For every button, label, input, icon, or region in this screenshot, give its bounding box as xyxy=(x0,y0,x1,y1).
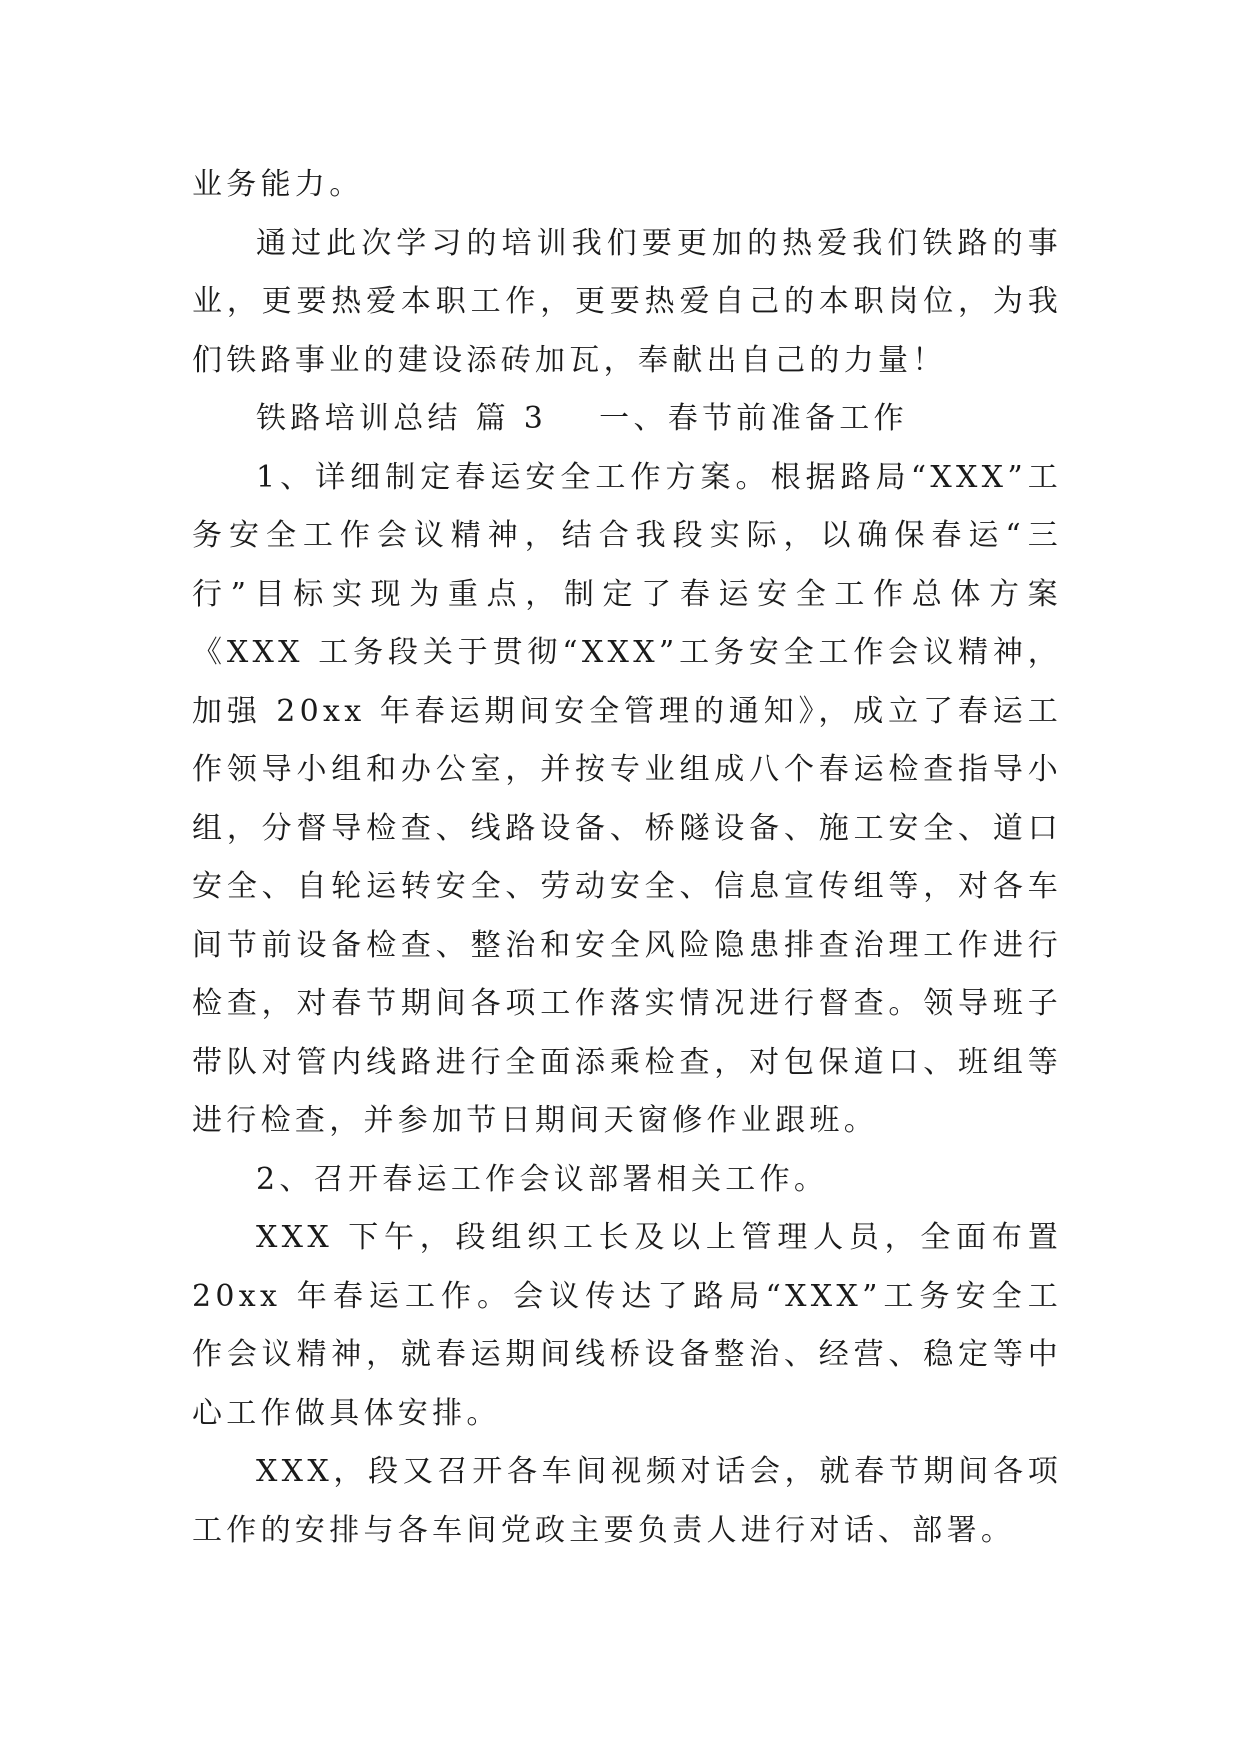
paragraph-meeting: XXX 下午，段组织工长及以上管理人员，全面布置 20xx 年春运工作。会议传达了路局“XXX”工务安全工作会议精神，就春运期间线桥设备整治、经营、稳定等中心工作做具体安排。 xyxy=(192,1220,1062,1431)
document-body xyxy=(192,156,1062,1560)
section-heading: 一、春节前准备工作 xyxy=(599,401,908,436)
article-title: 铁路培训总结 篇 3 xyxy=(256,401,548,436)
section-heading-line xyxy=(192,390,1062,449)
paragraph-closing: 通过此次学习的培训我们要更加的热爱我们铁路的事业，更要热爱本职工作，更要热爱自己的本职岗位，为我们铁路事业的建设添砖加瓦，奉献出自己的力量！ xyxy=(192,225,1062,378)
paragraph-item-1: 1、详细制定春运安全工作方案。根据路局“XXX”工务安全工作会议精神，结合我段实际，以确保春运“三行”目标实现为重点，制定了春运安全工作总体方案《XXX 工务段关于贯彻“XXX”工务安全工作会议精神，加强 20xx 年春运期间安全管理的通知》，成立了春运工作领导小组和办公室，并按专业组成八个春运检查指导小组，分督导检查、线路设备、桥隧设备、施工安全、道口安全、自轮运转安全、劳动安全、信息宣传组等，对各车间节前设备检查、整治和安全风险隐患排查治理工作进行检查，对春节期间各项工作落实情况进行督查。领导班子带队对管内线路进行全面添乘检查，对包保道口、班组等进行检查，并参加节日期间天窗修作业跟班。 xyxy=(192,459,1062,1138)
paragraph-continuation: 业务能力。 xyxy=(192,167,364,202)
paragraph-item-2: 2、召开春运工作会议部署相关工作。 xyxy=(256,1161,829,1197)
paragraph-video-meeting: XXX，段又召开各车间视频对话会，就春节期间各项工作的安排与各车间党政主要负责人进行对话、部署。 xyxy=(192,1454,1062,1548)
